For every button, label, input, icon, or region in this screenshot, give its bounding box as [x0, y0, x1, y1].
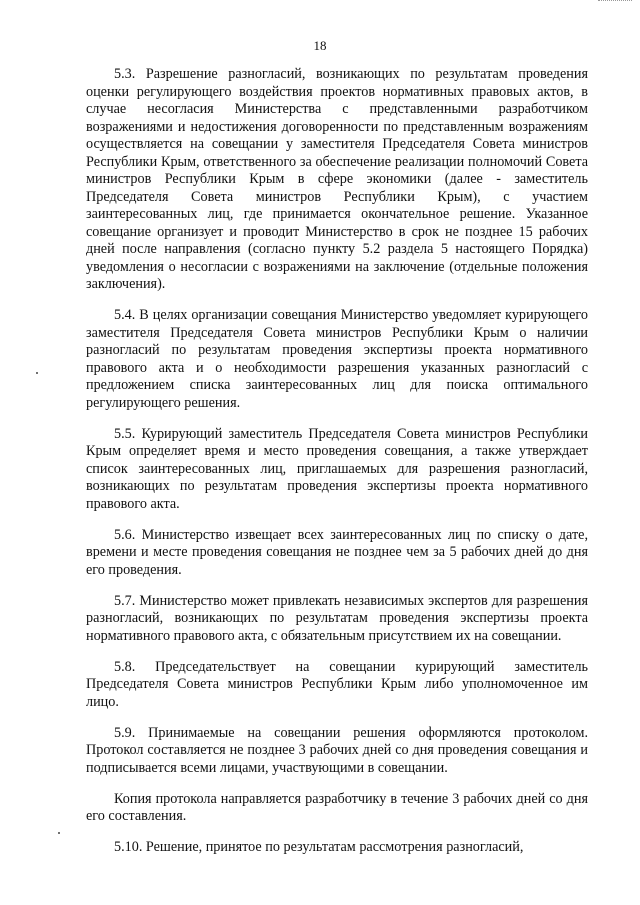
page-number: 18	[313, 38, 327, 53]
paragraph-5-4: 5.4. В целях организации совещания Министерство уведомляет курирующего заместителя Председателя Совета министров Республики Крым о наличии разногласий по результатам проведения экспертизы проекта нормативного правового акта и о необходимости разрешения указанных разногласий с предложением списка заинтересованных лиц для поиска оптимального регулирующего решения.	[86, 307, 588, 411]
paragraph-5-3: 5.3. Разрешение разногласий, возникающих по результатам проведения оценки регулирующего воздействия проектов нормативных правовых актов, в случае несогласия Министерства с представленными разработчиком возражениями и недостижения договоренности по представленным возражениям осуществляется на совещании у заместителя Председателя Совета министров Республики Крым, ответственного за обеспечение реализации полномочий Совета министров Республики Крым в сфере экономики (далее - заместитель Председателя Совета министров Республики Крым), с участием заинтересованных лиц, где принимается окончательное решение. Указанное совещание организует и проводит Министерство в срок не позднее 15 рабочих дней после направления (согласно пункту 5.2 раздела 5 настоящего Порядка) уведомления о несогласии с возражениями на заключение (отдельные положения заключения).	[86, 66, 588, 292]
paragraph-protocol-copy: Копия протокола направляется разработчику в течение 3 рабочих дней со дня его составления.	[86, 790, 588, 824]
paragraph-5-10: 5.10. Решение, принятое по результатам рассмотрения разногласий,	[114, 839, 524, 855]
paragraph-5-5: 5.5. Курирующий заместитель Председателя Совета министров Республики Крым определяет время и место проведения совещания, а также утверждает список заинтересованных лиц, приглашаемых для разрешения разногласий, возникающих по результатам проведения экспертизы проекта нормативного правового акта.	[86, 425, 588, 512]
scan-speck	[58, 832, 60, 834]
document-body	[86, 66, 588, 857]
paragraph-5-6: 5.6. Министерство извещает всех заинтересованных лиц по списку о дате, времени и месте проведения совещания не позднее чем за 5 рабочих дней до дня его проведения.	[86, 526, 588, 578]
scan-speck	[36, 372, 38, 374]
paragraph-5-7: 5.7. Министерство может привлекать независимых экспертов для разрешения разногласий, возникающих по результатам проведения экспертизы проекта нормативного правового акта, с обязательным присутствием их на совещании.	[86, 592, 588, 644]
paragraph-5-8: 5.8. Председательствует на совещании курирующий заместитель Председателя Совета министров Республики Крым либо уполномоченное им лицо.	[86, 658, 588, 710]
paragraph-5-9: 5.9. Принимаемые на совещании решения оформляются протоколом. Протокол составляется не позднее 3 рабочих дней со дня проведения совещания и подписывается всеми лицами, участвующими в совещании.	[86, 724, 588, 776]
scan-corner-mark	[598, 0, 632, 4]
